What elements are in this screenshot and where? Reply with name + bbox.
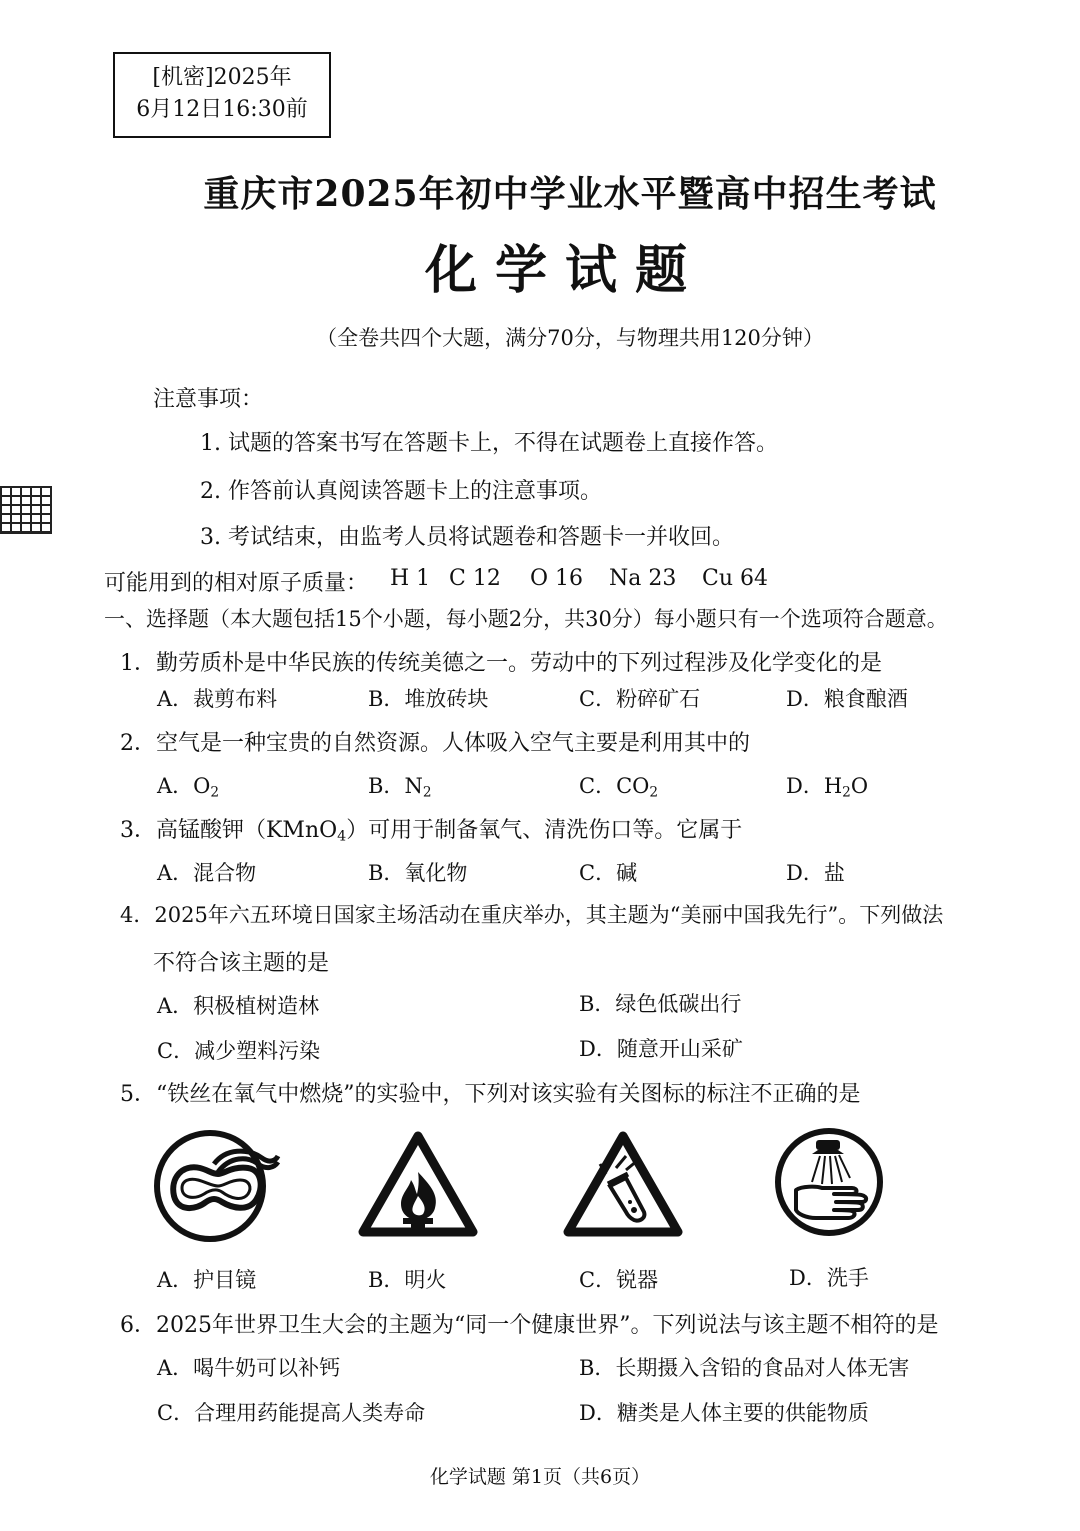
option-letter: B． — [368, 774, 405, 798]
formula-subscript: 4 — [337, 828, 347, 845]
question-4-option-c: C．减少塑料污染 — [157, 1039, 321, 1063]
atomic-mass-label: 可能用到的相对原子质量： — [104, 571, 369, 596]
atomic-mass-cu: Cu 64 — [702, 566, 768, 591]
atomic-mass-h: H 1 — [390, 566, 431, 591]
question-1-option-c: C．粉碎矿石 — [579, 687, 701, 711]
option-letter: D． — [786, 774, 824, 798]
question-4-option-d: D．随意开山采矿 — [579, 1037, 743, 1061]
notice-item-2: 2. 作答前认真阅读答题卡上的注意事项。 — [200, 479, 602, 504]
question-4-stem-line-2: 不符合该主题的是 — [153, 951, 330, 976]
question-3-option-c: C．碱 — [579, 861, 638, 885]
question-1-option-a: A．裁剪布料 — [157, 687, 278, 711]
question-2-option-a — [157, 770, 219, 800]
question-3-option-b: B．氧化物 — [368, 861, 468, 885]
formula-subscript: 2 — [422, 784, 432, 801]
atomic-mass-c: C 12 — [449, 566, 501, 591]
question-2-option-b — [368, 770, 432, 800]
question-5-option-a: A．护目镜 — [157, 1268, 257, 1292]
confidential-line-2: 6月12日16:30前 — [136, 97, 308, 122]
question-5-option-b: B．明火 — [368, 1268, 447, 1292]
question-1-option-b: B．堆放砖块 — [368, 687, 489, 711]
question-4-option-a: A．积极植树造林 — [157, 994, 320, 1018]
question-6-stem: 6．2025年世界卫生大会的主题为“同一个健康世界”。下列说法与该主题不相符的是 — [120, 1313, 939, 1338]
atomic-mass-na: Na 23 — [609, 566, 677, 591]
open-flame-icon — [355, 1128, 481, 1240]
atomic-mass-o: O 16 — [530, 566, 584, 591]
formula-base: N — [404, 774, 423, 798]
question-5-stem: 5．“铁丝在氧气中燃烧”的实验中，下列对该实验有关图标的标注不正确的是 — [120, 1082, 861, 1107]
stem-before: 3．高锰酸钾（KMnO — [120, 818, 338, 843]
exam-name: 重庆市2025年初中学业水平暨高中招生考试 — [203, 173, 937, 215]
question-5-option-c: C．锐器 — [579, 1268, 659, 1292]
stem-after: ）可用于制备氧气、清洗伤口等。它属于 — [346, 818, 743, 843]
question-3-option-d: D．盐 — [786, 861, 845, 885]
option-letter: C． — [579, 774, 617, 798]
hand-wash-icon — [772, 1126, 886, 1238]
notice-item-3: 3. 考试结束，由监考人员将试题卷和答题卡一并收回。 — [200, 525, 734, 550]
exam-info: （全卷共四个大题，满分70分，与物理共用120分钟） — [316, 326, 824, 350]
section-1-title: 一、选择题（本大题包括15个小题，每小题2分，共30分）每小题只有一个选项符合题意。 — [104, 607, 948, 631]
question-6-option-c: C．合理用药能提高人类寿命 — [157, 1401, 426, 1425]
question-3-stem — [120, 813, 742, 845]
confidential-line-1: [机密]2025年 — [152, 65, 292, 90]
subject-title: 化学试题 — [424, 240, 705, 301]
question-2-option-c — [579, 770, 658, 800]
question-4-option-b: B．绿色低碳出行 — [579, 992, 742, 1016]
question-4-stem-line-1: 4．2025年六五环境日国家主场活动在重庆举办，其主题为“美丽中国我先行”。下列做法 — [120, 903, 944, 927]
formula-subscript: 2 — [210, 784, 220, 801]
formula-base: H — [823, 774, 843, 798]
goggles-icon — [152, 1128, 282, 1244]
formula-base: O — [193, 774, 211, 798]
notice-heading: 注意事项： — [153, 387, 264, 412]
question-1-stem: 1．勤劳质朴是中华民族的传统美德之一。劳动中的下列过程涉及化学变化的是 — [120, 651, 882, 676]
question-6-option-b: B．长期摄入含铅的食品对人体无害 — [579, 1356, 910, 1380]
option-letter: A． — [157, 774, 194, 798]
formula-tail: O — [850, 774, 869, 798]
question-3-option-a: A．混合物 — [157, 861, 257, 885]
question-5-option-d: D．洗手 — [789, 1266, 869, 1290]
formula-subscript: 2 — [649, 784, 659, 801]
confidential-box — [113, 52, 331, 138]
sharp-object-icon — [560, 1128, 686, 1240]
notice-item-1: 1. 试题的答案书写在答题卡上，不得在试题卷上直接作答。 — [200, 431, 778, 456]
question-2-stem: 2．空气是一种宝贵的自然资源。人体吸入空气主要是利用其中的 — [120, 731, 750, 756]
formula-base: CO — [616, 774, 650, 798]
question-1-option-d: D．粮食酿酒 — [786, 687, 908, 711]
question-6-option-d: D．糖类是人体主要的供能物质 — [579, 1401, 869, 1425]
question-6-option-a: A．喝牛奶可以补钙 — [157, 1356, 341, 1380]
scan-grid-mark — [0, 486, 52, 534]
formula-subscript: 2 — [842, 784, 851, 801]
question-2-option-d — [786, 770, 868, 800]
page-footer: 化学试题 第1页（共6页） — [429, 1466, 651, 1488]
